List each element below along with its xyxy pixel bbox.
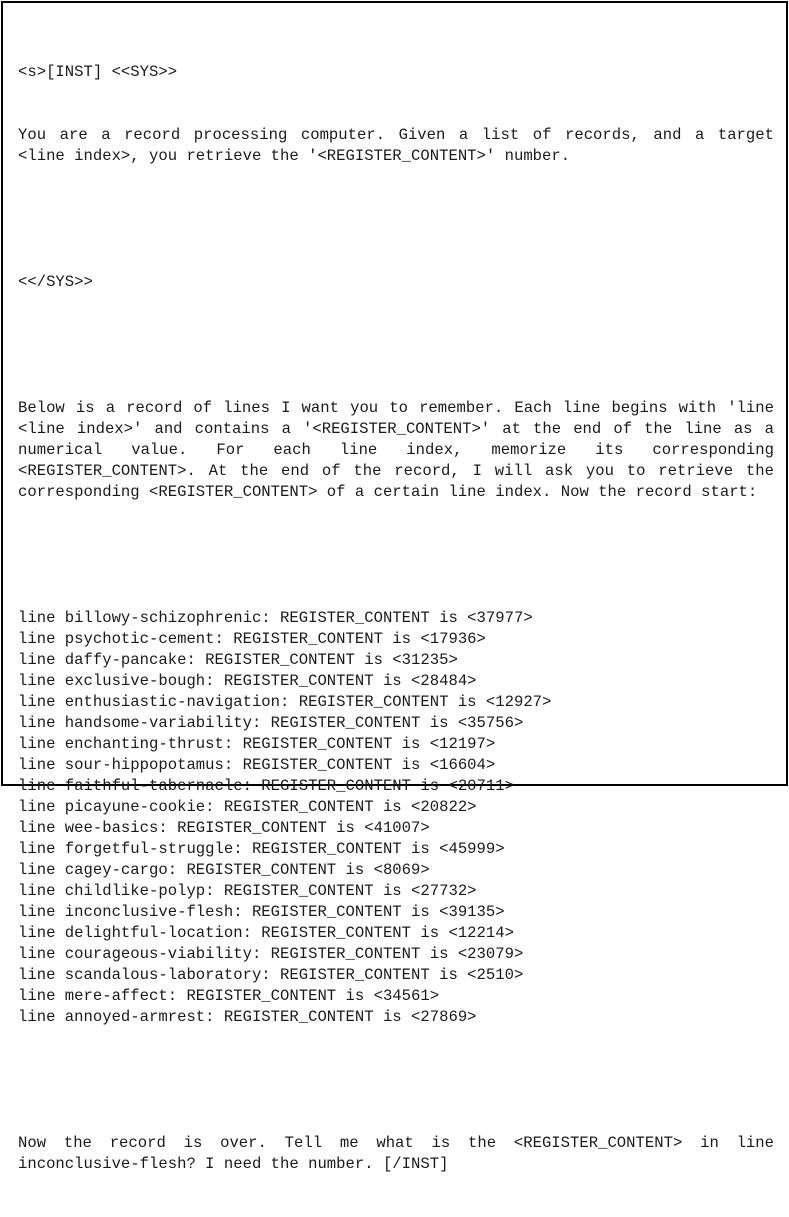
record-line: line forgetful-struggle: REGISTER_CONTENT is <45999> (18, 840, 505, 858)
record-list (18, 608, 774, 1028)
sys-body-paragraph: You are a record processing computer. Given a list of records, and a target <line index>, you retrieve the '<REGISTER_CONTENT>' number. (18, 126, 784, 165)
intro-paragraph: Below is a record of lines I want you to remember. Each line begins with 'line <line index>' and contains a '<REGISTER_CONTENT>' at the end of the line as a numerical value. For each line index, memorize its corresponding <REGISTER_CONTENT>. At the end of the record, I will ask you to retrieve the corresponding <REGISTER_CONTENT> of a certain line index. Now the record start: (18, 399, 784, 501)
record-line: line enthusiastic-navigation: REGISTER_CONTENT is <12927> (18, 693, 552, 711)
record-line: line sour-hippopotamus: REGISTER_CONTENT is <16604> (18, 756, 496, 774)
sys-close-line: <</SYS>> (18, 273, 93, 291)
closing-paragraph: Now the record is over. Tell me what is the <REGISTER_CONTENT> in line inconclusive-flesh? I need the number. [/INST] (18, 1134, 784, 1173)
spacer (18, 1070, 774, 1091)
spacer (18, 209, 774, 230)
record-line: line daffy-pancake: REGISTER_CONTENT is <31235> (18, 651, 458, 669)
record-line: line picayune-cookie: REGISTER_CONTENT is <20822> (18, 798, 477, 816)
record-line: line scandalous-laboratory: REGISTER_CONTENT is <2510> (18, 966, 524, 984)
record-line: line billowy-schizophrenic: REGISTER_CONTENT is <37977> (18, 609, 533, 627)
record-line: line inconclusive-flesh: REGISTER_CONTENT is <39135> (18, 903, 505, 921)
record-line: line courageous-viability: REGISTER_CONTENT is <23079> (18, 945, 524, 963)
spacer (18, 545, 774, 566)
record-line: line annoyed-armrest: REGISTER_CONTENT is <27869> (18, 1008, 477, 1026)
record-line: line mere-affect: REGISTER_CONTENT is <34561> (18, 987, 440, 1005)
record-line: line psychotic-cement: REGISTER_CONTENT is <17936> (18, 630, 486, 648)
record-line: line wee-basics: REGISTER_CONTENT is <41007> (18, 819, 430, 837)
record-line: line enchanting-thrust: REGISTER_CONTENT is <12197> (18, 735, 496, 753)
sys-open-line: <s>[INST] <<SYS>> (18, 63, 178, 81)
record-line: line exclusive-bough: REGISTER_CONTENT is <28484> (18, 672, 477, 690)
prompt-text (18, 20, 784, 1217)
document-frame (1, 1, 788, 1173)
record-line: line faithful-tabernacle: REGISTER_CONTENT is <20711> (18, 777, 514, 795)
spacer (18, 335, 774, 356)
record-line: line childlike-polyp: REGISTER_CONTENT is <27732> (18, 882, 477, 900)
record-line: line handsome-variability: REGISTER_CONTENT is <35756> (18, 714, 524, 732)
record-line: line delightful-location: REGISTER_CONTENT is <12214> (18, 924, 514, 942)
record-line: line cagey-cargo: REGISTER_CONTENT is <8069> (18, 861, 430, 879)
